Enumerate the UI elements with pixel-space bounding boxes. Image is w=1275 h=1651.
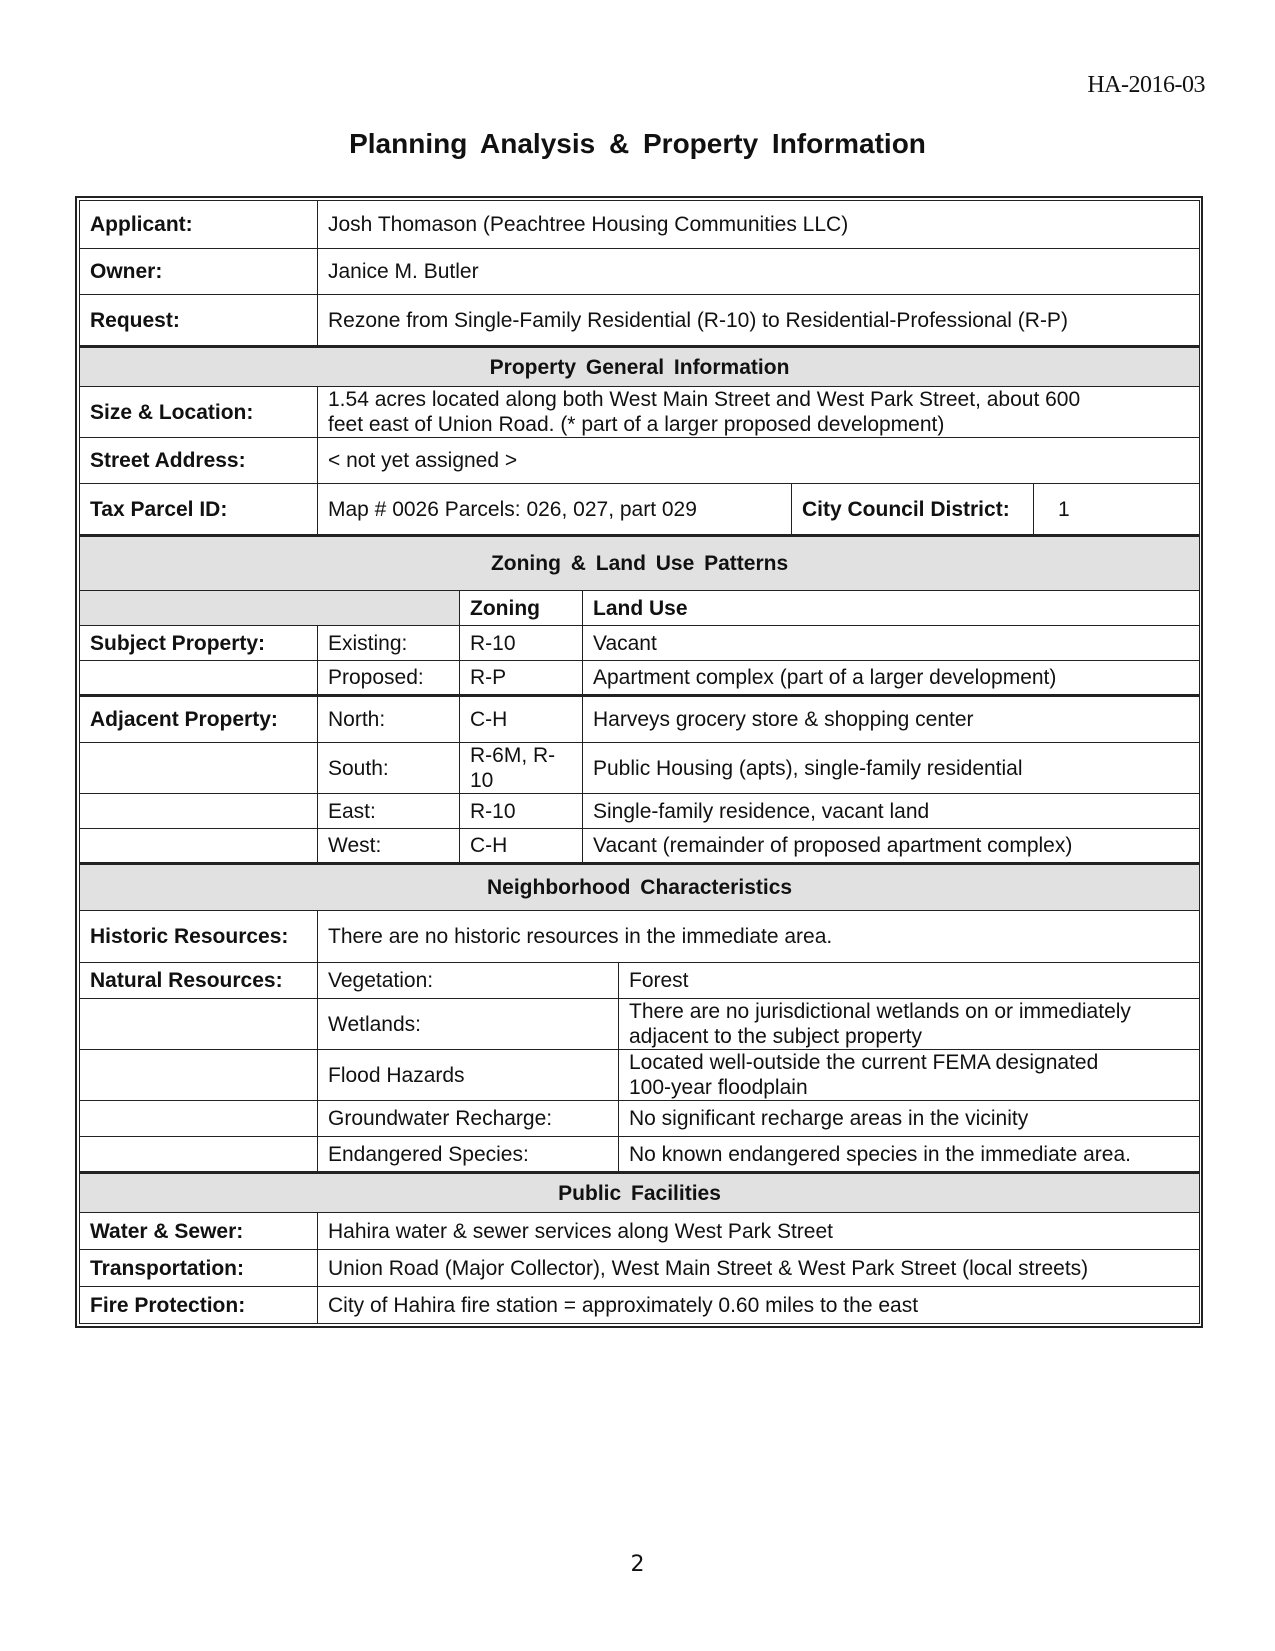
historic-resources-label: Historic Resources: xyxy=(80,911,318,963)
land-use: Vacant xyxy=(583,626,1200,661)
zoning-code: R-10 xyxy=(460,626,583,661)
natural-resource-value xyxy=(619,963,1200,999)
zoning-direction: North: xyxy=(318,696,460,743)
natural-resource-value-line: 100-year floodplain xyxy=(629,1076,808,1099)
natural-resource-value xyxy=(619,1050,1200,1101)
zoning-row xyxy=(80,794,1200,829)
water-sewer-row xyxy=(80,1213,1200,1250)
natural-resource-item: Wetlands: xyxy=(318,999,619,1050)
council-district-value: 1 xyxy=(1034,484,1200,536)
land-use: Vacant (remainder of proposed apartment complex) xyxy=(583,829,1200,864)
page-title: Planning Analysis & Property Information xyxy=(349,128,926,159)
owner-row xyxy=(80,249,1200,295)
size-location-line-2: feet east of Union Road. (* part of a larger proposed development) xyxy=(328,413,945,436)
zoning-column-header: Zoning xyxy=(460,591,583,626)
natural-resource-value-line: adjacent to the subject property xyxy=(629,1025,923,1048)
natural-resource-row xyxy=(80,1101,1200,1137)
land-use-column-header: Land Use xyxy=(583,591,1200,626)
applicant-row xyxy=(80,201,1200,249)
zoning-direction: South: xyxy=(318,743,460,794)
blank-label-cell xyxy=(80,1050,318,1101)
transportation-label: Transportation: xyxy=(80,1250,318,1287)
property-info-table xyxy=(75,196,1203,1328)
natural-resource-value xyxy=(619,1101,1200,1137)
transportation-row xyxy=(80,1250,1200,1287)
size-location-line-1: 1.54 acres located along both West Main Street and West Park Street, about 600 xyxy=(328,388,1081,411)
blank-label-cell xyxy=(80,743,318,794)
zoning-heading-row xyxy=(80,536,1200,591)
subject-property-label: Subject Property: xyxy=(80,626,318,661)
street-address-value: < not yet assigned > xyxy=(318,438,1200,484)
zoning-row xyxy=(80,626,1200,661)
section-heading-neighborhood: Neighborhood Characteristics xyxy=(80,864,1200,911)
natural-resource-value xyxy=(619,1137,1200,1173)
fire-protection-row xyxy=(80,1287,1200,1324)
natural-resources-label: Natural Resources: xyxy=(80,963,318,999)
owner-value: Janice M. Butler xyxy=(318,249,1200,295)
blank-label-cell xyxy=(80,829,318,864)
owner-label: Owner: xyxy=(80,249,318,295)
document-id: HA-2016-03 xyxy=(1087,72,1205,98)
section-heading-zoning: Zoning & Land Use Patterns xyxy=(80,536,1200,591)
tax-parcel-value: Map # 0026 Parcels: 026, 027, part 029 xyxy=(318,484,792,536)
blank-label-cell xyxy=(80,999,318,1050)
blank-label-cell xyxy=(80,661,318,696)
blank-label-cell xyxy=(80,794,318,829)
natural-resource-row xyxy=(80,1137,1200,1173)
applicant-value: Josh Thomason (Peachtree Housing Communities LLC) xyxy=(318,201,1200,249)
transportation-value: Union Road (Major Collector), West Main Street & West Park Street (local streets) xyxy=(318,1250,1200,1287)
natural-resource-value xyxy=(619,999,1200,1050)
natural-resource-item: Groundwater Recharge: xyxy=(318,1101,619,1137)
request-label: Request: xyxy=(80,295,318,347)
zoning-header-blank xyxy=(80,591,460,626)
tax-parcel-row xyxy=(80,484,1200,536)
zoning-code: C-H xyxy=(460,696,583,743)
blank-label-cell xyxy=(80,1101,318,1137)
section-heading-general: Property General Information xyxy=(80,347,1200,387)
natural-resource-item: Flood Hazards xyxy=(318,1050,619,1101)
street-address-label: Street Address: xyxy=(80,438,318,484)
zoning-direction: Proposed: xyxy=(318,661,460,696)
land-use: Single-family residence, vacant land xyxy=(583,794,1200,829)
historic-resources-value: There are no historic resources in the immediate area. xyxy=(318,911,1200,963)
facilities-heading-row xyxy=(80,1173,1200,1213)
street-address-row xyxy=(80,438,1200,484)
blank-label-cell xyxy=(80,1137,318,1173)
page-number: 2 xyxy=(630,1552,645,1577)
natural-resource-row xyxy=(80,1050,1200,1101)
natural-resource-value-line: No significant recharge areas in the vicinity xyxy=(629,1107,1029,1130)
natural-resource-item: Vegetation: xyxy=(318,963,619,999)
request-value: Rezone from Single-Family Residential (R-10) to Residential-Professional (R-P) xyxy=(318,295,1200,347)
size-location-label: Size & Location: xyxy=(80,387,318,438)
water-sewer-label: Water & Sewer: xyxy=(80,1213,318,1250)
request-row xyxy=(80,295,1200,347)
natural-resource-row xyxy=(80,999,1200,1050)
fire-protection-label: Fire Protection: xyxy=(80,1287,318,1324)
fire-protection-value: City of Hahira fire station = approximately 0.60 miles to the east xyxy=(318,1287,1200,1324)
zoning-row xyxy=(80,743,1200,794)
zoning-direction: East: xyxy=(318,794,460,829)
zoning-column-header-row xyxy=(80,591,1200,626)
general-heading-row xyxy=(80,347,1200,387)
land-use: Public Housing (apts), single-family residential xyxy=(583,743,1200,794)
neighborhood-heading-row xyxy=(80,864,1200,911)
section-heading-facilities: Public Facilities xyxy=(80,1173,1200,1213)
land-use: Harveys grocery store & shopping center xyxy=(583,696,1200,743)
land-use: Apartment complex (part of a larger development) xyxy=(583,661,1200,696)
natural-resource-value-line: No known endangered species in the immediate area. xyxy=(629,1142,1131,1166)
zoning-row xyxy=(80,829,1200,864)
zoning-code: R-10 xyxy=(460,794,583,829)
natural-resource-item: Endangered Species: xyxy=(318,1137,619,1173)
size-location-row xyxy=(80,387,1200,438)
zoning-code: R-6M, R-10 xyxy=(460,743,583,794)
zoning-direction: Existing: xyxy=(318,626,460,661)
zoning-code: R-P xyxy=(460,661,583,696)
zoning-code: C-H xyxy=(460,829,583,864)
zoning-row xyxy=(80,696,1200,743)
size-location-value xyxy=(318,387,1200,438)
natural-resource-value-line: Located well-outside the current FEMA designated xyxy=(629,1051,1099,1074)
applicant-label: Applicant: xyxy=(80,201,318,249)
adjacent-property-label: Adjacent Property: xyxy=(80,696,318,743)
zoning-row xyxy=(80,661,1200,696)
historic-resources-row xyxy=(80,911,1200,963)
natural-resource-value-line: Forest xyxy=(629,969,689,992)
zoning-direction: West: xyxy=(318,829,460,864)
council-district-label: City Council District: xyxy=(792,484,1034,536)
natural-resource-value-line: There are no jurisdictional wetlands on or immediately xyxy=(629,1000,1131,1023)
tax-parcel-label: Tax Parcel ID: xyxy=(80,484,318,536)
natural-resource-row xyxy=(80,963,1200,999)
water-sewer-value: Hahira water & sewer services along West Park Street xyxy=(318,1213,1200,1250)
